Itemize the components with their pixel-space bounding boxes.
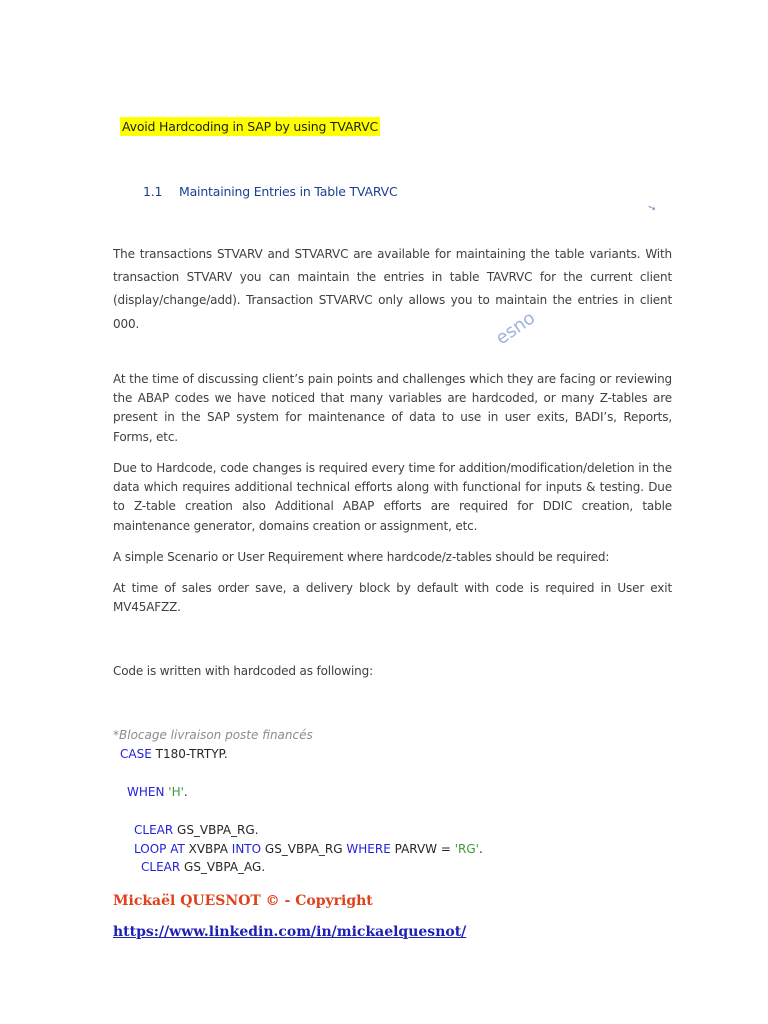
section-heading-text: Maintaining Entries in Table TVARVC <box>179 184 398 199</box>
section-number: 1.1 <box>143 184 163 199</box>
code-keyword: CASE <box>120 747 152 761</box>
code-text: XVBPA <box>184 842 232 856</box>
code-keyword: WHERE <box>346 842 391 856</box>
code-string: 'RG' <box>454 842 479 856</box>
paragraph-scenario: A simple Scenario or User Requirement where hardcode/z-tables should be required: <box>113 550 610 564</box>
paragraph-code-intro: Code is written with hardcoded as following: <box>113 664 373 678</box>
code-line-when <box>127 783 188 801</box>
code-text: T180-TRTYP. <box>151 747 228 761</box>
code-keyword: LOOP AT <box>134 842 185 856</box>
code-line-clear-rg <box>134 821 259 839</box>
code-keyword: WHEN <box>127 785 165 799</box>
code-text: . <box>478 842 483 856</box>
linkedin-link[interactable]: https://www.linkedin.com/in/mickaelquesnot/ <box>113 924 467 940</box>
cursor-mark-icon: ➘ <box>646 201 659 216</box>
code-text: GS_VBPA_RG. <box>173 823 259 837</box>
code-string: 'H' <box>168 785 184 799</box>
code-line-case <box>120 745 228 763</box>
code-keyword: INTO <box>231 842 262 856</box>
code-line-clear-ag <box>141 858 265 876</box>
code-text: GS_VBPA_RG <box>261 842 347 856</box>
paragraph-transactions: The transactions STVARV and STVARVC are available for maintaining the table variants. With transaction STVARV you can maintain the entries in table TAVRVC for the current client (display/change/add). Transaction STVARVC only allows you to maintain the entries in client 000. <box>113 247 672 331</box>
code-text: PARVW = <box>390 842 455 856</box>
code-comment: *Blocage livraison poste financés <box>113 728 313 742</box>
paragraph-pain-points: At the time of discussing client’s pain points and challenges which they are facing or reviewing the ABAP codes we have noticed that many variables are hardcoded, or many Z-tables are present in the SAP system for maintenance of data to use in user exits, BADI’s, Reports, Forms, etc. <box>113 372 672 444</box>
section-heading <box>143 184 398 199</box>
paragraph-hardcode: Due to Hardcode, code changes is required every time for addition/modification/deletion in the data which requires additional technical efforts along with functional for inputs & testing. Due to Z-table creation also Additional ABAP efforts are required for DDIC creation, table maintenance generator, domains creation or assignment, etc. <box>113 461 672 533</box>
document-title: Avoid Hardcoding in SAP by using TVARVC <box>122 119 378 134</box>
code-text: . <box>183 785 188 799</box>
code-keyword: CLEAR <box>134 823 174 837</box>
watermark: esno <box>492 307 540 350</box>
copyright-notice: Mickaël QUESNOT © - Copyright <box>113 893 373 909</box>
code-line-loop <box>134 840 483 858</box>
code-text: GS_VBPA_AG. <box>180 860 266 874</box>
paragraph-sales-order: At time of sales order save, a delivery block by default with code is required in User exit MV45AFZZ. <box>113 581 672 615</box>
code-keyword: CLEAR <box>141 860 181 874</box>
